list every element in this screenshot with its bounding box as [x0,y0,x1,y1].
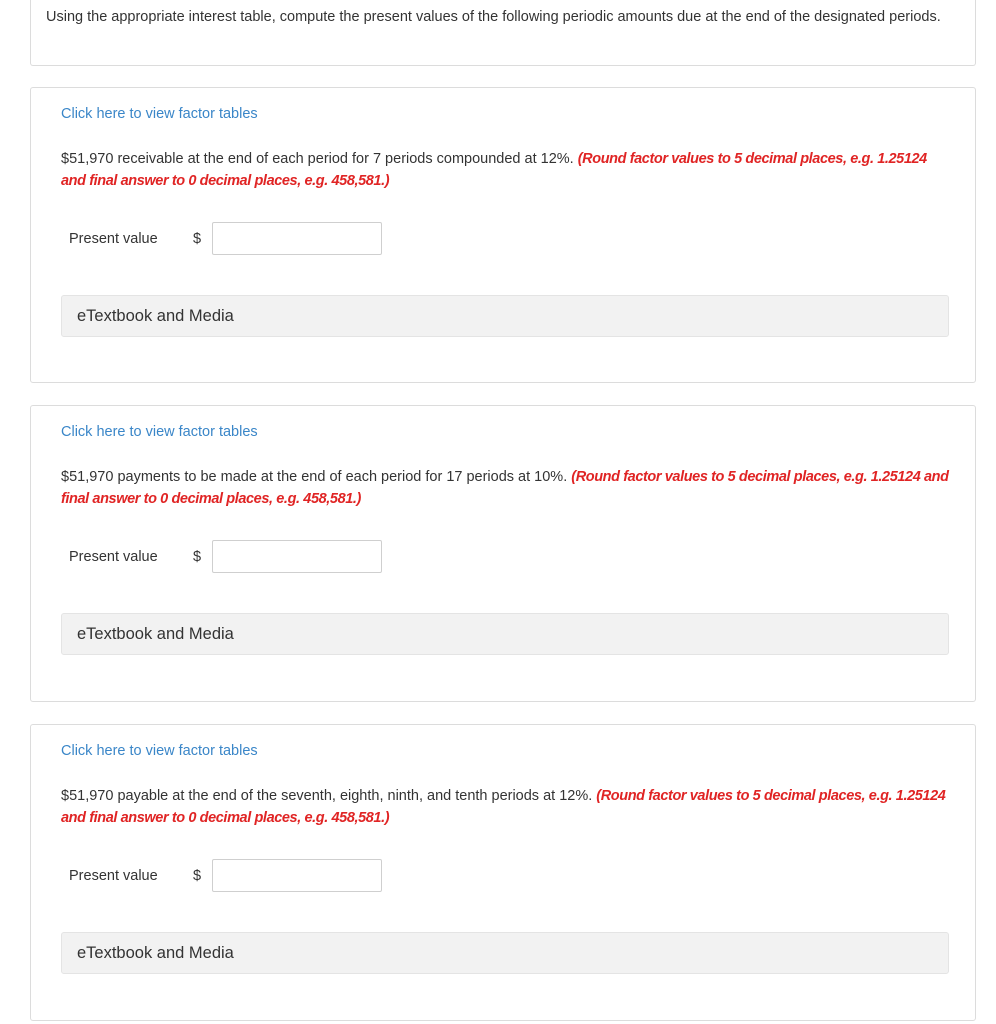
present-value-row [69,222,382,255]
currency-symbol: $ [193,867,202,884]
present-value-label: Present value [69,230,158,247]
etextbook-media-button[interactable] [61,932,949,974]
factor-tables-link[interactable]: Click here to view factor tables [61,106,258,122]
present-value-input[interactable] [212,540,382,573]
question-card-1 [30,87,976,383]
etextbook-media-label: eTextbook and Media [77,307,234,325]
present-value-input[interactable] [212,222,382,255]
etextbook-media-label: eTextbook and Media [77,944,234,962]
question-statement: $51,970 payments to be made at the end of each period for 17 periods at 10%. [61,469,568,485]
question-card-3 [30,724,976,1021]
etextbook-media-label: eTextbook and Media [77,625,234,643]
present-value-row [69,540,382,573]
currency-symbol: $ [193,230,202,247]
present-value-label: Present value [69,548,158,565]
question-text [61,466,951,510]
rounding-instruction: (Round factor values to 5 decimal places, e.g. 1.25124 and final answer to 0 decimal places, e.g. 458,581.) [61,469,949,507]
question-statement: $51,970 payable at the end of the seventh, eighth, ninth, and tenth periods at 12%. [61,788,593,804]
etextbook-media-button[interactable] [61,295,949,337]
present-value-row [69,859,382,892]
intro-card [30,0,976,66]
question-text [61,785,951,829]
question-text [61,148,951,192]
currency-symbol: $ [193,548,202,565]
question-statement: $51,970 receivable at the end of each period for 7 periods compounded at 12%. [61,151,574,167]
rounding-instruction: (Round factor values to 5 decimal places, e.g. 1.25124 and final answer to 0 decimal places, e.g. 458,581.) [61,151,927,189]
factor-tables-link[interactable]: Click here to view factor tables [61,424,258,440]
present-value-label: Present value [69,867,158,884]
present-value-input[interactable] [212,859,382,892]
problem-statement: Using the appropriate interest table, compute the present values of the following periodic amounts due at the end of the designated periods. [46,9,941,25]
rounding-instruction: (Round factor values to 5 decimal places, e.g. 1.25124 and final answer to 0 decimal places, e.g. 458,581.) [61,788,946,826]
factor-tables-link[interactable]: Click here to view factor tables [61,743,258,759]
etextbook-media-button[interactable] [61,613,949,655]
question-card-2 [30,405,976,702]
